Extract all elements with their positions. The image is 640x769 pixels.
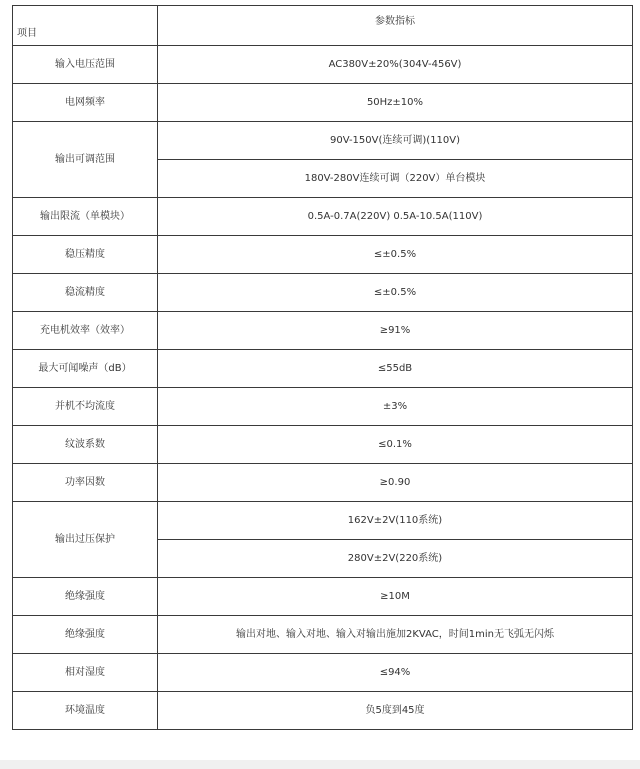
table-row: [13, 692, 633, 730]
item-cell: 功率因数: [13, 464, 158, 502]
spec-table-body: [13, 6, 633, 730]
table-row: [13, 616, 633, 654]
value-cell: ±3%: [158, 388, 633, 426]
item-cell: 输入电压范围: [13, 46, 158, 84]
table-row: [13, 46, 633, 84]
value-cell: ≤94%: [158, 654, 633, 692]
table-row: [13, 84, 633, 122]
spec-table: [12, 5, 633, 730]
item-cell: 环境温度: [13, 692, 158, 730]
table-row: [13, 426, 633, 464]
header-param-cell: 参数指标: [158, 6, 633, 46]
table-row: [13, 388, 633, 426]
item-cell: 绝缘强度: [13, 616, 158, 654]
value-cell: ≥91%: [158, 312, 633, 350]
value-cell: ≥10M: [158, 578, 633, 616]
item-cell: 相对湿度: [13, 654, 158, 692]
value-cell: 280V±2V(220系统): [158, 540, 633, 578]
table-row: [13, 350, 633, 388]
item-cell: 并机不均流度: [13, 388, 158, 426]
value-cell: 50Hz±10%: [158, 84, 633, 122]
item-cell: 稳流精度: [13, 274, 158, 312]
table-row: [13, 654, 633, 692]
table-row: [13, 198, 633, 236]
table-row: [13, 464, 633, 502]
value-cell: 90V-150V(连续可调)(110V): [158, 122, 633, 160]
value-cell: ≤±0.5%: [158, 236, 633, 274]
table-row: [13, 122, 633, 160]
value-cell: 负5度到45度: [158, 692, 633, 730]
item-cell: 电网频率: [13, 84, 158, 122]
table-row: [13, 578, 633, 616]
value-cell: 0.5A-0.7A(220V) 0.5A-10.5A(110V): [158, 198, 633, 236]
item-cell: 绝缘强度: [13, 578, 158, 616]
value-cell: 180V-280V连续可调（220V）单台模块: [158, 160, 633, 198]
value-cell: ≤±0.5%: [158, 274, 633, 312]
item-cell: 输出可调范围: [13, 122, 158, 198]
value-cell: 162V±2V(110系统): [158, 502, 633, 540]
value-cell: ≥0.90: [158, 464, 633, 502]
table-row: [13, 274, 633, 312]
item-cell: 充电机效率（效率）: [13, 312, 158, 350]
header-item-cell: 项目: [13, 6, 158, 46]
value-cell: ≤55dB: [158, 350, 633, 388]
item-cell: 最大可闻噪声（dB）: [13, 350, 158, 388]
value-cell: ≤0.1%: [158, 426, 633, 464]
item-cell: 纹波系数: [13, 426, 158, 464]
table-row: [13, 312, 633, 350]
table-row: [13, 236, 633, 274]
item-cell: 输出过压保护: [13, 502, 158, 578]
item-cell: 稳压精度: [13, 236, 158, 274]
table-header-row: [13, 6, 633, 46]
value-cell: AC380V±20%(304V-456V): [158, 46, 633, 84]
table-row: [13, 502, 633, 540]
value-cell: 输出对地、输入对地、输入对输出施加2KVAC，时间1min无飞弧无闪烁: [158, 616, 633, 654]
item-cell: 输出限流（单模块）: [13, 198, 158, 236]
